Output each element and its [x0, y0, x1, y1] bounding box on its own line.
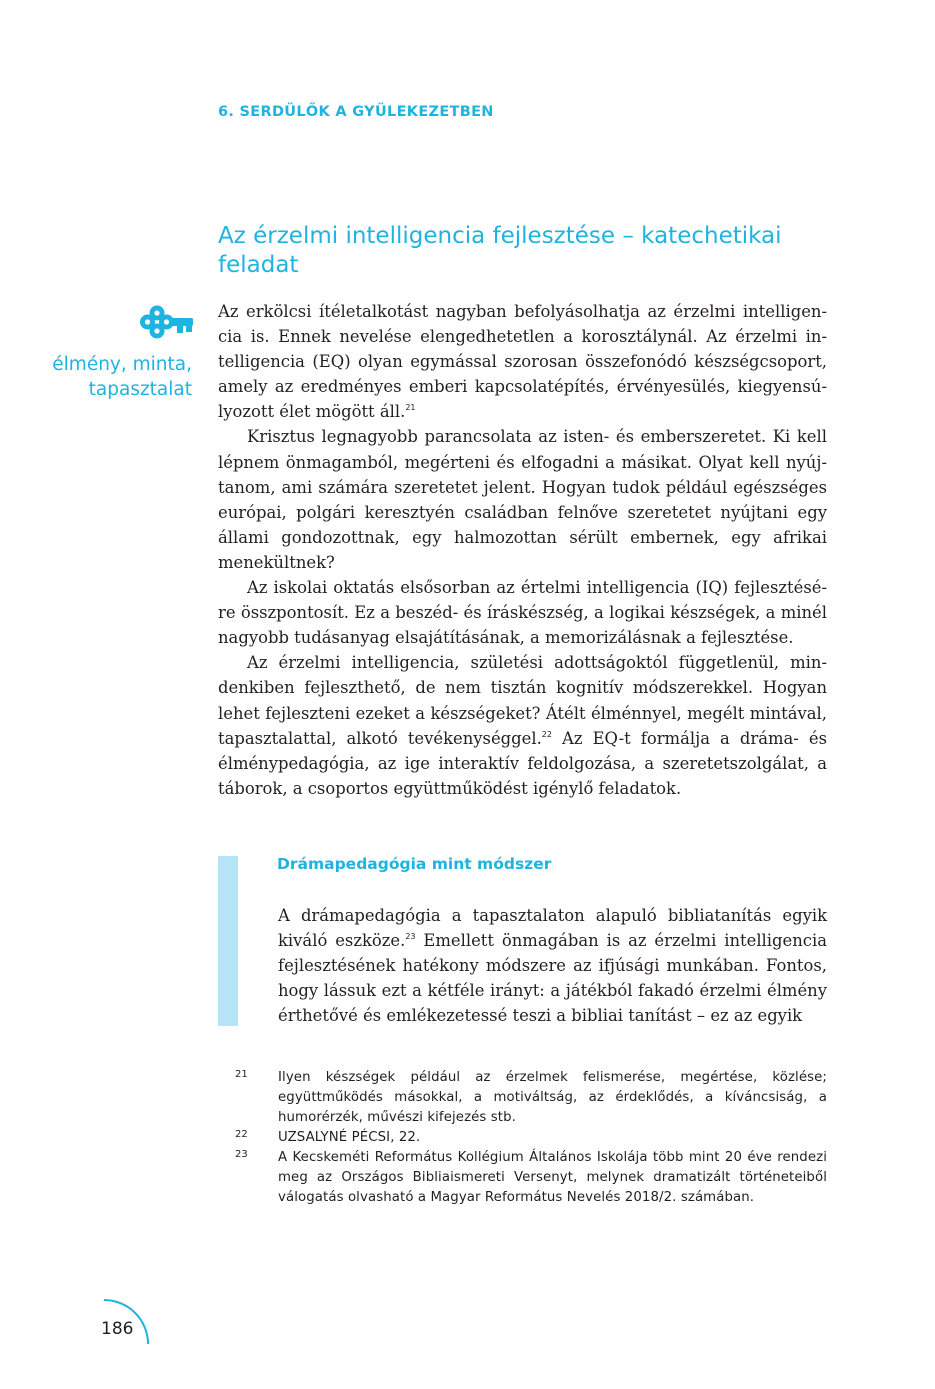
footnote-text: Ilyen készségek például az érzelmek felismerése, megértése, közlése; együttműködés másokkal, a motiváltság, az érdeklődés, a kíváncsiság, a humorérzék, művészi kifejezés stb. — [278, 1070, 827, 1125]
paragraph-1-text: Az erkölcsi ítéletalkotást nagyban befolyásolhatja az érzelmi intelligencia is. Ennek nevelése elengedhetetlen a korosztálynál. Az érzelmi intelligencia (EQ) olyan egymással szorosan összefonódó készségcsoport, amely az eredményes emberi kapcsolatépítés, érvényesülés, kiegyensúlyozott élet mögött áll. — [218, 302, 827, 422]
footnote-text: A Kecskeméti Református Kollégium Általános Iskolája több mint 20 éve rendezi meg az Országos Bibliaismereti Versenyt, melynek dramatizált történeteiből válogatás olvasható a Magyar Református Nevelés 2018/2. számában. — [278, 1150, 827, 1205]
footnote-23 — [235, 1148, 827, 1208]
box-text-b: Emellett önmagában is az érzelmi intelligencia fejlesztésének hatékony módszere az ifjúsági munkában. Fontos, hogy lássuk ezt a kétféle irányt: a játékból fakadó érzelmi élmény érthetővé és emlékezetessé teszi a bibliai tanítást – ez az egyik — [278, 931, 827, 1026]
footnote-number: 21 — [235, 1069, 248, 1080]
paragraph-4-text-b: Az EQ-t formálja a dráma- és élménypedagógia, az ige interaktív feldolgozása, a szeretetszolgálat, a táborok, a csoportos együttműködést igénylő feladatok. — [218, 728, 827, 798]
footnotes — [235, 1068, 827, 1208]
margin-note — [20, 352, 192, 402]
paragraph-4-text-a: Az érzelmi intelligencia, születési adottságoktól függetlenül, mindenkiben fejleszthető, de nem tisztán kognitív módszerekkel. Hogyan lehet fejleszteni ezeket a készségeket? Átélt élménnyel, megélt mintával, tapasztalattal, alkotó tevékenységgel. — [218, 653, 827, 748]
footnote-ref-23[interactable]: 23 — [405, 932, 416, 942]
paragraph-2: Krisztus legnagyobb parancsolata az isten- és emberszeretet. Ki kell lépnem önmagamból, megérteni és elfogadni a másikat. Olyat kell nyújtanom, ami számára szeretetet jelent. Hogyan tudok például egészséges európai, polgári keresztyén családban felnőve szeretetet nyújtani egy állami gondozottnak, egy halmozottan sérült embernek, egy afrikai menekültnek? — [218, 427, 827, 572]
footnote-21 — [235, 1068, 827, 1128]
box-text — [278, 903, 827, 1028]
section-title: Az érzelmi intelligencia fejlesztése – katechetikai feladat — [218, 223, 782, 278]
margin-note-line-1: élmény, minta, — [52, 354, 192, 375]
footnote-ref-21[interactable]: 21 — [405, 403, 416, 413]
margin-note-line-2: tapasztalat — [88, 379, 192, 400]
paragraph-1 — [218, 299, 827, 424]
footnote-22 — [235, 1128, 827, 1148]
body-text — [218, 299, 827, 801]
key-icon — [139, 304, 193, 340]
paragraph-4 — [218, 650, 827, 801]
box-text-a: A drámapedagógia a tapasztalaton alapuló bibliatanítás egyik kiváló eszköze. — [278, 906, 827, 951]
running-head: 6. SERDÜLŐK A GYÜLEKEZETBEN — [218, 104, 494, 120]
footnote-number: 23 — [235, 1149, 248, 1160]
box-title: Drámapedagógia mint módszer — [277, 855, 552, 873]
box-accent-bar — [218, 856, 238, 1026]
paragraph-3: Az iskolai oktatás elsősorban az értelmi intelligencia (IQ) fejlesztésére összpontosít. Ez a beszéd- és íráskészség, a logikai készségek, a minél nagyobb tudásanyag elsajátításának, a memorizálásnak a fejlesztése. — [218, 578, 827, 648]
footnote-text: UZSALYNÉ PÉCSI, 22. — [278, 1130, 421, 1145]
footnote-ref-22[interactable]: 22 — [541, 729, 552, 739]
footnote-number: 22 — [235, 1129, 248, 1140]
box-paragraph — [278, 903, 827, 1028]
page-number: 186 — [101, 1319, 134, 1339]
